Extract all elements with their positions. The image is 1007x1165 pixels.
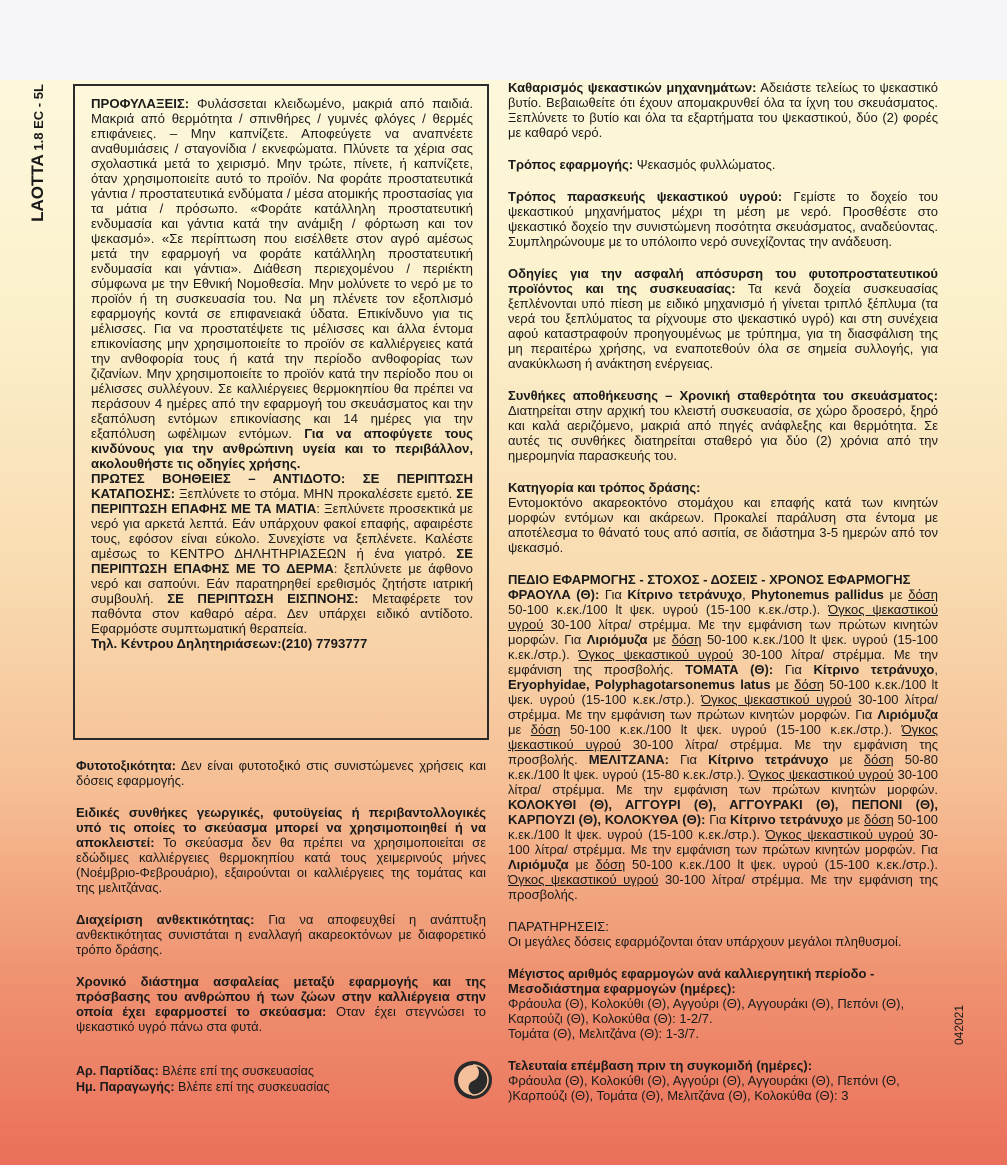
green-dot-recycle-icon xyxy=(453,1060,493,1100)
preparation-title: Τρόπος παρασκευής ψεκαστικού υγρού: xyxy=(508,189,783,204)
batch-info xyxy=(76,1063,330,1095)
timing-text: Με την εμφάνιση των πρώτων κινητών μορφών. xyxy=(508,617,938,647)
method-section xyxy=(508,157,938,172)
word-with: με xyxy=(839,752,853,767)
dose-label: δόση xyxy=(671,632,702,647)
timing-text: Με την εμφάνιση της προσβολής. xyxy=(508,872,938,902)
precautions-bold-warning: Για να αποφύγετε τους κινδύνους για την ανθρώπινη υγεία και το περιβάλλον, ακολουθήστε τις οδηγίες χρήσης. xyxy=(91,426,473,471)
word-with: με xyxy=(846,812,861,827)
tomato-label: ΤΟΜΑΤΑ (Θ): xyxy=(685,662,774,677)
dose-value: 50-100 κ.εκ./100 lt ψεκ. υγρού (15-100 κ.εκ./στρ.). xyxy=(508,677,938,707)
target-leafminer: Λιριόμυζα xyxy=(586,632,648,647)
max-applications-line1: Φράουλα (Θ), Κολοκύθι (Θ), Αγγούρι (Θ), Αγγουράκι (Θ), Πεπόνι (Θ), Καρπούζι (Θ), Κολοκύθα (Θ): 1-2/7. xyxy=(508,996,905,1026)
cleaning-text: Αδειάστε τελείως το ψεκαστικό βυτίο. Βεβαιωθείτε ότι έχουν απομακρυνθεί όλα τα ίχνη του σκευάσματος. Ξεπλύνετε το βυτίο και όλα τα εξαρτήματα του ψεκαστικού, δύο (2) φορές με καθαρό νερό. xyxy=(508,80,938,140)
target-yellow-mite: Κίτρινο τετράνυχο xyxy=(730,812,844,827)
target-yellow-mite: Κίτρινο τετράνυχο xyxy=(627,587,743,602)
first-aid-swallow: Ξεπλύνετε το στόμα. ΜΗΝ προκαλέσετε εμετό. xyxy=(179,486,453,501)
dose-value: 50-100 κ.εκ./100 lt ψεκ. υγρού (15-100 κ.εκ./στρ.). xyxy=(569,722,893,737)
phytotoxicity-title: Φυτοτοξικότητα: xyxy=(76,758,176,773)
category-text: Εντομοκτόνο ακαρεοκτόνο στομάχου και επαφής κατά των κινητών μορφών εντόμων και ακάρεων. Προκαλεί παράλυση στα έντομα με αποτέλεσμα το θάνατό τους από ασιτία, σε διάστημα 3-5 ημερών από τον ψεκασμό. xyxy=(508,495,938,555)
top-band xyxy=(0,0,1007,80)
word-with: με xyxy=(775,677,790,692)
skin-text: : ξεπλύνετε με άφθονο νερό και σαπούνι. Εάν παρατηρηθεί ερεθισμός ζητήστε ιατρική συμβουλή. xyxy=(91,561,474,606)
dose-value: 50-100 κ.εκ./100 lt ψεκ. υγρού (15-100 κ.εκ./στρ.). xyxy=(508,602,821,617)
pre-harvest-title: Τελευταία επέμβαση πριν τη συγκομιδή (ημέρες): xyxy=(508,1058,813,1073)
batch-value: Βλέπε επί της συσκευασίας xyxy=(162,1064,314,1078)
eyes-title: ΣΕ ΠΕΡΙΠΤΩΣΗ ΕΠΑΦΗΣ ΜΕ ΤΑ ΜΑΤΙΑ xyxy=(91,486,473,516)
word-with: με xyxy=(652,632,667,647)
notes-title: ΠΑΡΑΤΗΡΗΣΕΙΣ: xyxy=(508,919,609,934)
product-spec: 1.8 EC - 5L xyxy=(31,84,46,151)
special-conditions-title: Ειδικές συνθήκες γεωργικές, φυτοϋγείας ή περιβαντολλογικές υπό τις οποίες το σκεύασμα μπορεί να χρησιμοποιηθεί ή να αποκλειστεί: xyxy=(76,805,486,850)
dose-label: δόση xyxy=(794,677,825,692)
timing-text: Με την εμφάνιση της προσβολής. xyxy=(508,647,938,677)
volume-value: 30-100 λίτρα/ στρέμμα. xyxy=(508,692,938,722)
word-with: με xyxy=(508,722,522,737)
dose-label: δόση xyxy=(595,857,626,872)
target-yellow-mite: Κίτρινο τετράνυχο xyxy=(708,752,829,767)
max-applications-section xyxy=(508,966,938,1041)
reentry-title: Χρονικό διάστημα ασφαλείας μεταξύ εφαρμογής και της πρόσβασης του ανθρώπου ή των ζώων στην καλλιέργεια στην οποία έχει εφαρμοστεί το σκεύασμα: xyxy=(76,974,486,1019)
reentry-section xyxy=(76,974,486,1034)
batch-label: Αρ. Παρτίδας: xyxy=(76,1064,159,1078)
category-section xyxy=(508,480,938,555)
word-for: Για xyxy=(680,752,698,767)
volume-label: Όγκος ψεκαστικού υγρού xyxy=(508,602,938,632)
precautions-paragraph xyxy=(91,96,473,471)
dose-label: δόση xyxy=(530,722,561,737)
inhale-title: ΣΕ ΠΕΡΙΠΤΩΣΗ ΕΙΣΠΝΟΗΣ: xyxy=(167,591,359,606)
preparation-text: Γεμίστε το δοχείο του ψεκαστικού μηχανήματος μέχρι τη μέση με νερό. Προσθέστε στο ψεκαστικό δοχείο την συνιστώμενη ποσότητα σκευάσματος, αναδεύοντας. Συμπληρώνουμε με το υπόλοιπο νερό συνεχίζοντας την ανάδευση. xyxy=(508,189,938,249)
poison-center-phone: Τηλ. Κέντρου Δηλητηριάσεων:(210) 7793777 xyxy=(91,636,368,651)
max-applications-line2: Τομάτα (Θ), Μελιτζάνα (Θ): 1-3/7. xyxy=(508,1026,700,1041)
pre-harvest-section xyxy=(508,1058,938,1103)
timing-text: Με την εμφάνιση των πρώτων κινητών μορφών. xyxy=(630,842,916,857)
word-for: Για xyxy=(784,662,802,677)
dose-value: 50-80 κ.εκ./100 lt ψεκ. υγρού (15-80 κ.εκ./στρ.). xyxy=(508,752,938,782)
notes-section xyxy=(508,919,938,949)
preparation-section xyxy=(508,189,938,249)
scope-title: ΠΕΔΙΟ ΕΦΑΡΜΟΓΗΣ - ΣΤΟΧΟΣ - ΔΟΣΕΙΣ - ΧΡΟΝΟΣ ΕΦΑΡΜΟΓΗΣ xyxy=(508,572,911,587)
volume-value: 30-100 λίτρα/ στρέμμα. xyxy=(741,647,886,662)
precautions-text: Φυλάσσεται κλειδωμένο, μακριά από παιδιά. Μακριά από θερμότητα / σπινθήρες / γυμνές φλόγες / θερμές επιφάνειες. – Μην καπνίζετε. Αποφεύγετε να αναπνέετε αναθυμιάσεις / σταγονίδια / εκνεφώματα. Πλύνετε τα χέρια σας σχολαστικά μετά το χειρισμό. Μην τρώτε, πίνετε, ή καπνίζετε, όταν χρησιμοποιείτε αυτό το προϊόν. Να φοράτε προστατευτικά γάντια / προστατευτικά ενδύματα / μέσα ατομικής προστασίας για τα μάτια / πρόσωπο. «Φοράτε κατάλληλη προστατευτική ενδυμασία και γάντια κατά την ανάμιξη / φόρτωση και τον ψεκασμό». «Σε περίπτωση που εισέλθετε στον αγρό αμέσως μετά την εφαρμογή να φοράτε κατάλληλη προστατευτική ενδυμασία και γάντια». Διάθεση περιεχομένου / περιέκτη σύμφωνα με την Εθνική Νομοθεσία. Μην μολύνετε το νερό με το προϊόν ή τη συσκευασία του. Να μη πλένετε τον εξοπλισμό εφαρμογής κοντά σε επιφανειακά ύδατα. Επικίνδυνο για τις μέλισσες. Για να προστατέψετε τις μέλισσες και άλλα έντομα επικονίασης μην χρησιμοποιείτε το προϊόν σε καλλιέργειες κατά την ανθοφορία τους ή κατά την περίοδο ανθοφορίας των ζιζανίων. Μην χρησιμοποιείτε το προϊόν κατά την περίοδο που οι μέλισσες συλλέγουν. Σε καλλιέργειες θερμοκηπίου θα πρέπει να περάσουν 4 ημέρες από την εφαρμογή του σκευάσματος και την εξαπόλυση εντόμων επικονίασης και 14 ημέρες για την εξαπόλυση ωφέλιμων εντόμων. xyxy=(91,96,473,441)
phytotoxicity-text: Δεν είναι φυτοτοξικό στις συνιστώμενες χρήσεις και δόσεις εφαρμογής. xyxy=(76,758,486,788)
volume-label: Όγκος ψεκαστικού υγρού xyxy=(748,767,894,782)
dose-label: δόση xyxy=(863,752,894,767)
target-leafminer: Λιριόμυζα xyxy=(508,857,569,872)
dose-value: 50-100 κ.εκ./100 lt ψεκ. υγρού (15-100 κ.εκ./στρ.). xyxy=(508,632,938,662)
precautions-box xyxy=(73,84,489,740)
max-applications-title: Μέγιστος αριθμός εφαρμογών ανά καλλιεργητική περίοδο - Μεσοδιάστημα εφαρμογών (ημέρες): xyxy=(508,966,875,996)
method-text: Ψεκασμός φυλλώματος. xyxy=(636,157,776,172)
print-code: 042021 xyxy=(952,1004,966,1046)
cleaning-title: Καθαρισμός ψεκαστικών μηχανημάτων: xyxy=(508,80,757,95)
volume-value: 30-100 λίτρα/ στρέμμα. xyxy=(508,767,938,797)
inhale-text: Μεταφέρετε τον παθόντα στον καθαρό αέρα. Δεν υπάρχει ειδικό αντίδοτο. Εφαρμόστε συμπτωματική θεραπεία. xyxy=(91,591,473,636)
cleaning-section xyxy=(508,80,938,140)
date-line xyxy=(76,1079,330,1095)
word-with: με xyxy=(575,857,589,872)
skin-title: ΣΕ ΠΕΡΙΠΤΩΣΗ ΕΠΑΦΗΣ ΜΕ ΤΟ ΔΕΡΜΑ xyxy=(91,546,473,576)
timing-text: Με την εμφάνιση της προσβολής. xyxy=(508,737,938,767)
special-conditions-section xyxy=(76,805,486,895)
date-label: Ημ. Παραγωγής: xyxy=(76,1080,175,1094)
batch-line xyxy=(76,1063,330,1079)
precautions-title: ΠΡΟΦΥΛΑΞΕΙΣ: xyxy=(91,96,190,111)
resistance-text: Για να αποφευχθεί η ανάπτυξη ανθεκτικότητας συνιστάται η εναλλαγή ακαρεοκτόνων με διαφορετικό τρόπο δράσης. xyxy=(76,912,486,957)
volume-label: Όγκος ψεκαστικού υγρού xyxy=(508,722,938,752)
target-phytonemus: Phytonemus pallidus xyxy=(751,587,884,602)
dose-value: 50-100 κ.εκ./100 lt ψεκ. υγρού (15-100 κ.εκ./στρ.). xyxy=(508,812,938,842)
volume-label: Όγκος ψεκαστικού υγρού xyxy=(578,647,734,662)
target-leafminer: Λιριόμυζα xyxy=(877,707,938,722)
right-column xyxy=(508,80,938,1120)
strawberry-label: ΦΡΑΟΥΛΑ (Θ): xyxy=(508,587,600,602)
timing-text: Με την εμφάνιση των πρώτων κινητών μορφών. xyxy=(616,782,938,797)
dose-label: δόση xyxy=(908,587,938,602)
word-for: Για xyxy=(855,707,873,722)
date-value: Βλέπε επί της συσκευασίας xyxy=(178,1080,330,1094)
word-for: Για xyxy=(604,587,622,602)
disposal-section xyxy=(508,266,938,371)
resistance-title: Διαχείριση ανθεκτικότητας: xyxy=(76,912,255,927)
volume-value: 30-100 λίτρα/ στρέμμα. xyxy=(664,872,804,887)
volume-value: 30-100 λίτρα/ στρέμμα. xyxy=(550,617,692,632)
target-eryophyidae: Eryophyidae, Polyphagotarsonemus latus xyxy=(508,677,771,692)
print-code-vertical xyxy=(945,995,973,1055)
cucurbits-label: ΚΟΛΟΚΥΘΙ (Θ), ΑΓΓΟΥΡΙ (Θ), ΑΓΓΟΥΡΑΚΙ (Θ), ΠΕΠΟΝΙ (Θ), ΚΑΡΠΟΥΖΙ (Θ), ΚΟΛΟΚΥΘΑ (Θ): xyxy=(508,797,938,827)
word-for: Για xyxy=(920,842,938,857)
storage-text: Διατηρείται στην αρχική του κλειστή συσκευασία, σε χώρο δροσερό, ξηρό και καλά αεριζόμενο, μακριά από πηγές ανάφλεξης και θερμότητα. Σε αυτές τις συνθήκες διατηρείται σταθερό για δύο (2) χρόνια από την ημερομηνία παρασκευής του. xyxy=(508,403,938,463)
disposal-title: Οδηγίες για την ασφαλή απόσυρση του φυτοπροστατευτικού προϊόντος και της συσκευασίας: xyxy=(508,266,938,296)
notes-text: Οι μεγάλες δόσεις εφαρμόζονται όταν υπάρχουν μεγάλοι πληθυσμοί. xyxy=(508,934,902,949)
storage-title: Συνθήκες αποθήκευσης – Χρονική σταθερότητα του σκευάσματος: xyxy=(508,388,938,403)
method-title: Τρόπος εφαρμογής: xyxy=(508,157,634,172)
left-column xyxy=(76,758,486,1051)
volume-label: Όγκος ψεκαστικού υγρού xyxy=(765,827,914,842)
disposal-text: Τα κενά δοχεία συσκευασίας ξεπλένονται υπό πίεση με ειδικό μηχανισμό ή γίνεται τριπλό ξέπλυμα (τα νερά του ξεπλύματος τα ρίχνουμε στο ψεκαστικό υγρό) και στη συνέχεια αφού καταστραφούν προηγουμένως με τρύπημα, για τη διασφάλιση της μη περαιτέρω χρήσης, να εναποτεθούν όλα σε σημεία συλλογής, για ανακύκλωση ή ανάκτηση ενέργειας. xyxy=(508,281,938,371)
category-title: Κατηγορία και τρόπος δράσης: xyxy=(508,480,701,495)
word-for: Για xyxy=(564,632,582,647)
dose-value: 50-100 κ.εκ./100 lt ψεκ. υγρού (15-100 κ.εκ./στρ.). xyxy=(632,857,938,872)
first-aid-paragraph xyxy=(91,471,473,636)
storage-section xyxy=(508,388,938,463)
first-aid-title: ΠΡΩΤΕΣ ΒΟΗΘΕΙΕΣ – ΑΝΤΙΔΟΤΟ: ΣΕ ΠΕΡΙΠΤΩΣΗ ΚΑΤΑΠΟΣΗΣ: xyxy=(91,471,473,501)
target-yellow-mite: Κίτρινο τετράνυχο xyxy=(813,662,935,677)
volume-label: Όγκος ψεκαστικού υγρού xyxy=(701,692,852,707)
resistance-section xyxy=(76,912,486,957)
volume-label: Όγκος ψεκαστικού υγρού xyxy=(508,872,659,887)
timing-text: Με την εμφάνιση των πρώτων κινητών μορφών. xyxy=(565,707,851,722)
application-scope-section: ΠΕΔΙΟ ΕΦΑΡΜΟΓΗΣ - ΣΤΟΧΟΣ - ΔΟΣΕΙΣ - ΧΡΟΝΟΣ ΕΦΑΡΜΟΓΗΣ ΦΡΑΟΥΛΑ (Θ): Για Κίτρινο τετράνυχο, Phytonemus pallidus με δόση 50-100 κ.εκ./100 lt ψεκ. υγρού (15-100 κ.εκ./στρ.). Όγκος ψεκαστικού υγρού 30-100 λίτρα/ στρέμμα. Με την εμφάνιση των πρώτων κινητών μορφών. Για Λιριόμυζα με δόση 50-100 κ.εκ./100 lt ψεκ. υγρού (15-100 κ.εκ./στρ.). Όγκος ψεκαστικού υγρού 30-100 λίτρα/ στρέμμα. Με την εμφάνιση της προσβολής. ΤΟΜΑΤΑ (Θ): Για Κίτρινο τετράνυχο, Eryophyidae, Polyphagotarsonemus latus με δόση 50-100 κ.εκ./100 lt ψεκ. υγρού (15-100 κ.εκ./στρ.). Όγκος ψεκαστικού υγρού 30-100 λίτρα/ στρέμμα. Με την εμφάνιση των πρώτων κινητών μορφών. Για Λιριόμυζα με δόση 50-100 κ.εκ./100 lt ψεκ. υγρού (15-100 κ.εκ./στρ.). Όγκος ψεκαστικού υγρού 30-100 λίτρα/ στρέμμα. Με την εμφάνιση της προσβολής. ΜΕΛΙΤΖΑΝΑ: Για Κίτρινο τετράνυχο με δόση 50-80 κ.εκ./100 lt ψεκ. υγρού (15-80 κ.εκ./στρ.). Όγκος ψεκαστικού υγρού 30-100 λίτρα/ στρέμμα. Με την εμφάνιση των πρώτων κινητών μορφών. ΚΟΛΟΚΥΘΙ (Θ), ΑΓΓΟΥΡΙ (Θ), ΑΓΓΟΥΡΑΚΙ (Θ), ΠΕΠΟΝΙ (Θ), ΚΑΡΠΟΥΖΙ (Θ), ΚΟΛΟΚΥΘΑ (Θ): Για Κίτρινο τετράνυχο με δόση 50-100 κ.εκ./100 lt ψεκ. υγρού (15-100 κ.εκ./στρ.). Όγκος ψεκαστικού υγρού 30-100 λίτρα/ στρέμμα. Με την εμφάνιση των πρώτων κινητών μορφών. Για Λιριόμυζα με δόση 50-100 κ.εκ./100 lt ψεκ. υγρού (15-100 κ.εκ./στρ.). Όγκος ψεκαστικού υγρού 30-100 λίτρα/ στρέμμα. Με την εμφάνιση της προσβολής. xyxy=(508,572,938,902)
pre-harvest-text: Φράουλα (Θ), Κολοκύθι (Θ), Αγγούρι (Θ), Αγγουράκι (Θ), Πεπόνι (Θ, )Καρπούζι (Θ), Τομάτα (Θ), Μελιτζάνα (Θ), Κολοκύθα (Θ): 3 xyxy=(508,1073,900,1103)
product-name: LAOTTA xyxy=(28,154,47,222)
product-name-vertical xyxy=(25,84,51,222)
word-with: με xyxy=(889,587,903,602)
dose-label: δόση xyxy=(863,812,894,827)
reentry-text: Οταν έχει στεγνώσει το ψεκαστικό υγρό πάνω στα φυτά. xyxy=(76,1004,486,1034)
phytotoxicity-section xyxy=(76,758,486,788)
volume-value: 30-100 λίτρα/ στρέμμα. xyxy=(632,737,783,752)
special-conditions-text: Το σκεύασμα δεν θα πρέπει να χρησιμοποιείται σε εδώδιμες καλλιέργειες θερμοκηπίου κατά τους χειμερινούς μήνες (Νοέμβριο-Φεβρουάριο), εξαιρούνται οι καλλιέργειες της τομάτας και της μελιτζάνας. xyxy=(76,835,486,895)
eyes-text: : Ξεπλύνετε προσεκτικά με νερό για αρκετά λεπτά. Εάν υπάρχουν φακοί επαφής, αφαιρέστε τους, εφόσον είναι εύκολο. Συνεχίστε να ξεπλένετε. Καλέστε αμέσως το ΚΕΝΤΡΟ ΔΗΛΗΤΗΡΙΑΣΕΩΝ ή ένα γιατρό. xyxy=(91,501,473,561)
eggplant-label: ΜΕΛΙΤΖΑΝΑ: xyxy=(588,752,669,767)
word-for: Για xyxy=(709,812,727,827)
volume-value: 30-100 λίτρα/ στρέμμα. xyxy=(508,827,938,857)
